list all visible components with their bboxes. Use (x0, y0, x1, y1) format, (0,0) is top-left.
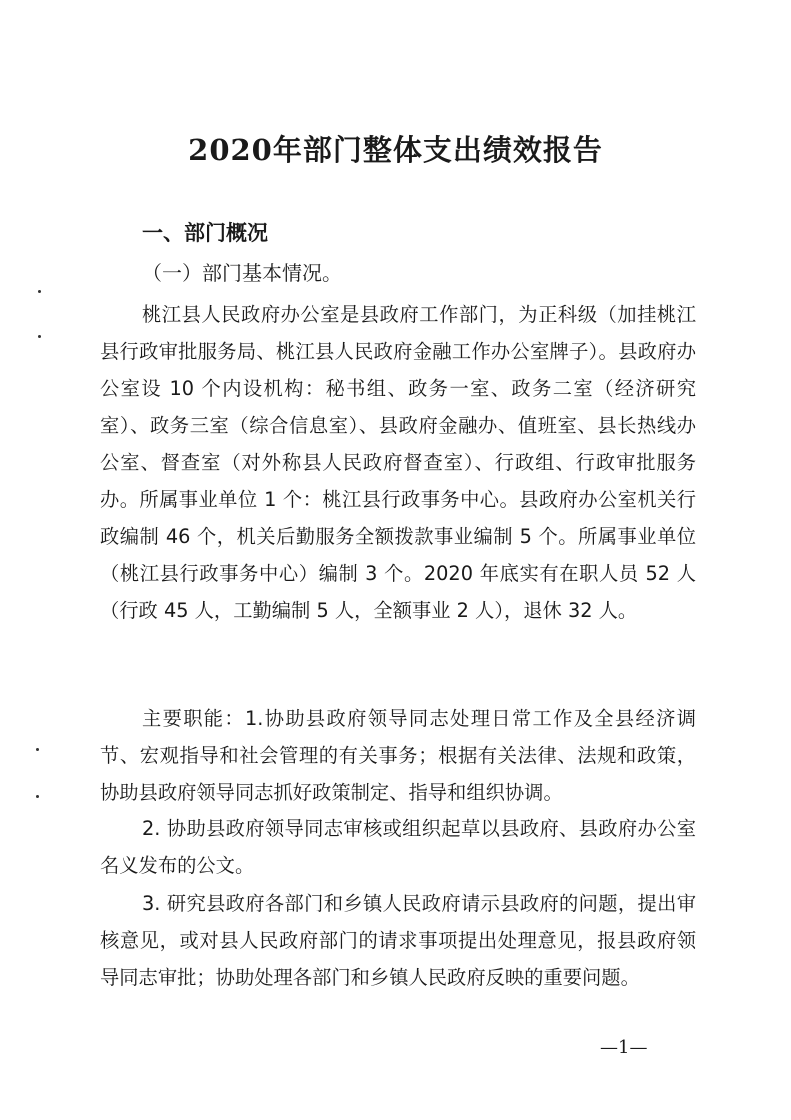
subsection-heading: （一）部门基本情况。 (142, 261, 342, 285)
paragraph-overview: 桃江县人民政府办公室是县政府工作部门，为正科级（加挂桃江县行政审批服务局、桃江县人民政府金融工作办公室牌子）。县政府办公室设 10 个内设机构：秘书组、政务一室、政务二室（经济研究室）、政务三室（综合信息室）、县政府金融办、值班室、县长热线办公室、督查室（对外称县人民政府督查室）、行政组、行政审批服务办。所属事业单位 1 个：桃江县行政事务中心。县政府办公室机关行政编制 46 个，机关后勤服务全额拨款事业编制 5 个。所属事业单位（桃江县行政事务中心）编制 3 个。2020 年底实有在职人员 52 人（行政 45 人，工勤编制 5 人，全额事业 2 人），退休 32 人。 (100, 303, 696, 622)
margin-mark (36, 748, 39, 751)
document-title: 2020年部门整体支出绩效报告 (188, 133, 603, 167)
section-heading: 一、部门概况 (142, 221, 268, 245)
paragraph-function-2: 2. 协助县政府领导同志审核或组织起草以县政府、县政府办公室名义发布的公文。 (100, 817, 696, 877)
page-number: —1— (600, 1037, 648, 1058)
margin-mark (38, 290, 41, 293)
paragraph-function-1: 主要职能：1.协助县政府领导同志处理日常工作及全县经济调节、宏观指导和社会管理的有关事务；根据有关法律、法规和政策，协助县政府领导同志抓好政策制定、指导和组织协调。 (100, 707, 696, 804)
margin-mark (38, 335, 41, 338)
paragraph-function-3: 3. 研究县政府各部门和乡镇人民政府请示县政府的问题，提出审核意见，或对县人民政府部门的请求事项提出处理意见，报县政府领导同志审批；协助处理各部门和乡镇人民政府反映的重要问题。 (100, 892, 696, 989)
margin-mark (36, 795, 39, 798)
